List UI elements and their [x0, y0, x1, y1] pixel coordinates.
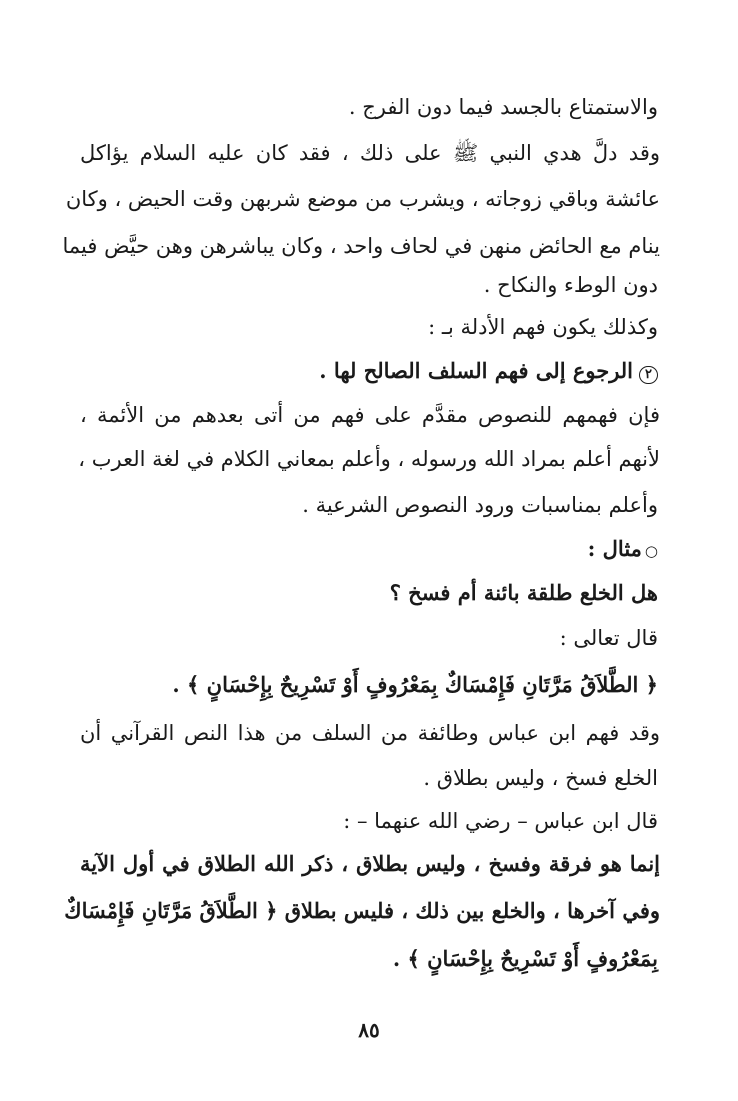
text-line-16: الخلع فسخ ، وليس بطلاق . — [423, 766, 658, 790]
example-heading — [588, 534, 658, 566]
quran-verse: ﴿ الطَّلاَقُ مَرَّتَانِ فَإِمْسَاكٌ بِمَعْرُوفٍ أَوْ تَسْرِيحٌ بِإِحْسَانٍ ﴾ . — [172, 672, 658, 697]
quote-line-1: إنما هو فرقة وفسخ ، وليس بطلاق ، ذكر الله الطلاق في أول الآية — [80, 851, 660, 876]
quote-line-3: بِمَعْرُوفٍ أَوْ تَسْرِيحٌ بِإِحْسَانٍ ﴾ . — [392, 946, 658, 971]
example-label: مثال : — [587, 536, 642, 561]
quote-line-2: وفي آخرها ، والخلع بين ذلك ، فليس بطلاق ﴿ الطَّلاَقُ مَرَّتَانِ فَإِمْسَاكٌ — [64, 898, 660, 923]
text-line-3: عائشة وباقي زوجاته ، ويشرب من موضع شربهن وقت الحيض ، وكان — [65, 187, 660, 211]
text-line-8: فإن فهمهم للنصوص مقدَّم على فهم من أتى بعدهم من الأئمة ، — [80, 403, 660, 427]
circle-bullet-icon: ○ — [644, 542, 658, 560]
numbered-heading — [319, 356, 658, 386]
number-badge: ٢ — [639, 366, 658, 384]
page-number: ٨٥ — [358, 1018, 380, 1042]
question-heading: هل الخلع طلقة بائنة أم فسخ ؟ — [389, 580, 658, 605]
heading-text: الرجوع إلى فهم السلف الصالح لها . — [319, 358, 634, 383]
text-line-13: قال تعالى : — [559, 626, 658, 650]
text-line-9: لأنهم أعلم بمراد الله ورسوله ، وأعلم بمعاني الكلام في لغة العرب ، — [78, 447, 660, 471]
text-line-1: والاستمتاع بالجسد فيما دون الفرج . — [348, 95, 658, 119]
text-line-10: وأعلم بمناسبات ورود النصوص الشرعية . — [302, 493, 658, 517]
text-line-4: ينام مع الحائض منهن في لحاف واحد ، وكان يباشرهن وهن حيَّض فيما — [62, 234, 660, 258]
text-line-6: وكذلك يكون فهم الأدلة بـ : — [428, 315, 658, 339]
text-line-2: وقد دلَّ هدي النبي ﷺ على ذلك ، فقد كان عليه السلام يؤاكل — [80, 141, 660, 165]
text-line-5: دون الوطء والنكاح . — [483, 273, 658, 297]
text-line-17: قال ابن عباس – رضي الله عنهما – : — [343, 809, 658, 833]
text-line-15: وقد فهم ابن عباس وطائفة من السلف من هذا النص القرآني أن — [80, 721, 660, 745]
